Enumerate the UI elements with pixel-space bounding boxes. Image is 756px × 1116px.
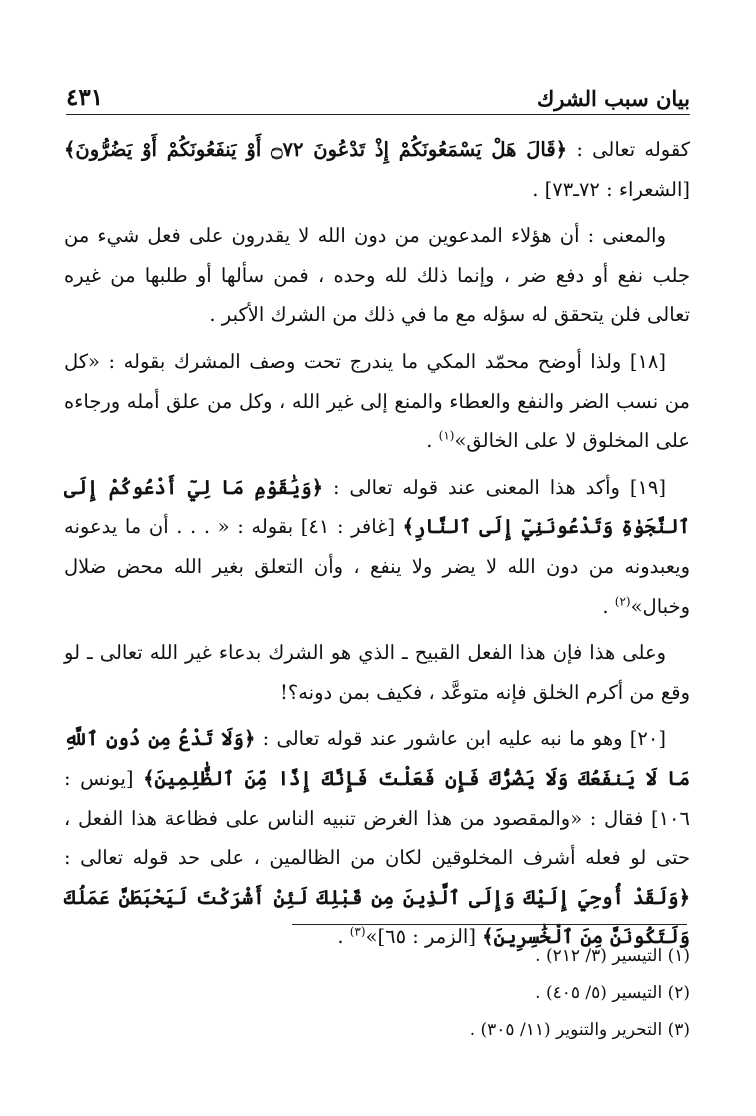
quran-verse: ﴿وَيَٰقَوْمِ مَا لِيٓ أَدْعُوكُمْ إِلَى ٱلنَّجَوٰةِ وَتَدْعُونَنِيٓ إِلَى ٱلنَّارِ﴾ — [64, 475, 690, 539]
footnotes — [200, 938, 690, 1049]
paragraph-1 — [64, 130, 690, 209]
paragraph-5 — [64, 633, 690, 712]
text-run: [١٩] وأكد هذا المعنى عند قوله تعالى : — [323, 475, 666, 499]
text-run: والمعنى : أن هؤلاء المدعوين من دون الله لا يقدرون على فعل شيء من جلب نفع أو دفع ضر ، وإنما ذلك لله وحده ، فمن سألها أو طلبها من غيره تعالى فلن يتحقق له سؤله مع ما في ذلك من الشرك الأكبر . — [64, 224, 690, 327]
paragraph-4 — [64, 468, 690, 626]
footnote-ref: (١) — [438, 428, 455, 443]
footnote-3: (٣) التحرير والتنوير (١١/ ٣٠٥) . — [469, 1020, 690, 1040]
text-run: [١٨] ولذا أوضح محمّد المكي ما يندرج تحت وصف المشرك بقوله : «كل من نسب الضر والنفع والعطاء والمنع إلى غير الله ، وكل من علق أمله ورجاءه على المخلوق لا على الخالق» — [64, 349, 690, 453]
running-header — [66, 78, 690, 115]
main-text — [64, 130, 690, 964]
text-run: [٢٠] وهو ما نبه عليه ابن عاشور عند قوله تعالى : — [255, 727, 666, 751]
text-run: وعلى هذا فإن هذا الفعل القبيح ـ الذي هو الشرك بدعاء غير الله تعالى ـ لو وقع من أكرم الخلق فإنه متوعَّد ، فكيف بمن دونه؟! — [64, 641, 690, 704]
footnote-ref: (٣) — [349, 924, 366, 939]
quran-verse: ﴿وَلَا تَدْعُ مِن دُونِ ٱللَّهِ مَا لَا يَنفَعُكَ وَلَا يَضُرُّكَ فَإِن فَعَلْتَ فَإِنَّكَ إِذًا مِّنَ ٱلظَّٰلِمِينَ﴾ — [64, 727, 690, 790]
text-run: [يونس : ١٠٦] فقال : «والمقصود من هذا الغرض تنبيه الناس على فظاعة هذا الفعل ، حتى لو فعله أشرف المخلوقين لكان من الظالمين ، على حد قوله تعالى : — [64, 766, 690, 870]
text-run: [غافر : ٤١] بقوله : « . . . أن ما يدعونه ويعبدونه من دون الله لا يضر ولا ينفع ، وأن التعلق بغير الله محض ضلال وخبال» — [64, 515, 690, 618]
footnote-divider — [292, 924, 687, 925]
citation: [الشعراء : ٧٢ـ٧٣] . — [532, 177, 690, 201]
quran-verse: ﴿قَالَ هَلْ يَسْمَعُونَكُمْ إِذْ تَدْعُونَ ۝٧٢ أَوْ يَنفَعُونَكُمْ أَوْ يَضُرُّونَ﴾ — [64, 138, 568, 161]
text-end: . — [602, 594, 615, 618]
page-number: ٤٣١ — [66, 84, 104, 111]
footnote-2: (٢) التيسير (٥/ ٤٠٥) . — [535, 983, 690, 1003]
text-run: كقوله تعالى : — [567, 138, 690, 161]
text-end: . — [337, 925, 350, 949]
citation: [الزمر : ٦٥]» — [365, 925, 483, 949]
paragraph-3 — [64, 342, 690, 461]
quran-verse: ﴿وَلَقَدْ أُوحِيَ إِلَيْكَ وَإِلَى ٱلَّذِينَ مِن قَبْلِكَ لَئِنْ أَشْرَكْتَ لَيَحْبَطَنَّ عَمَلُكَ وَلَتَكُونَنَّ مِنَ ٱلْخَٰسِرِينَ﴾ — [64, 885, 690, 949]
footnote-1: (١) التيسير (٣/ ٢١٢) . — [535, 946, 690, 966]
paragraph-2 — [64, 216, 690, 335]
header-title: بيان سبب الشرك — [536, 86, 690, 111]
paragraph-6 — [64, 719, 690, 957]
footnote-ref: (٢) — [614, 594, 631, 609]
text-end: . — [426, 429, 439, 453]
